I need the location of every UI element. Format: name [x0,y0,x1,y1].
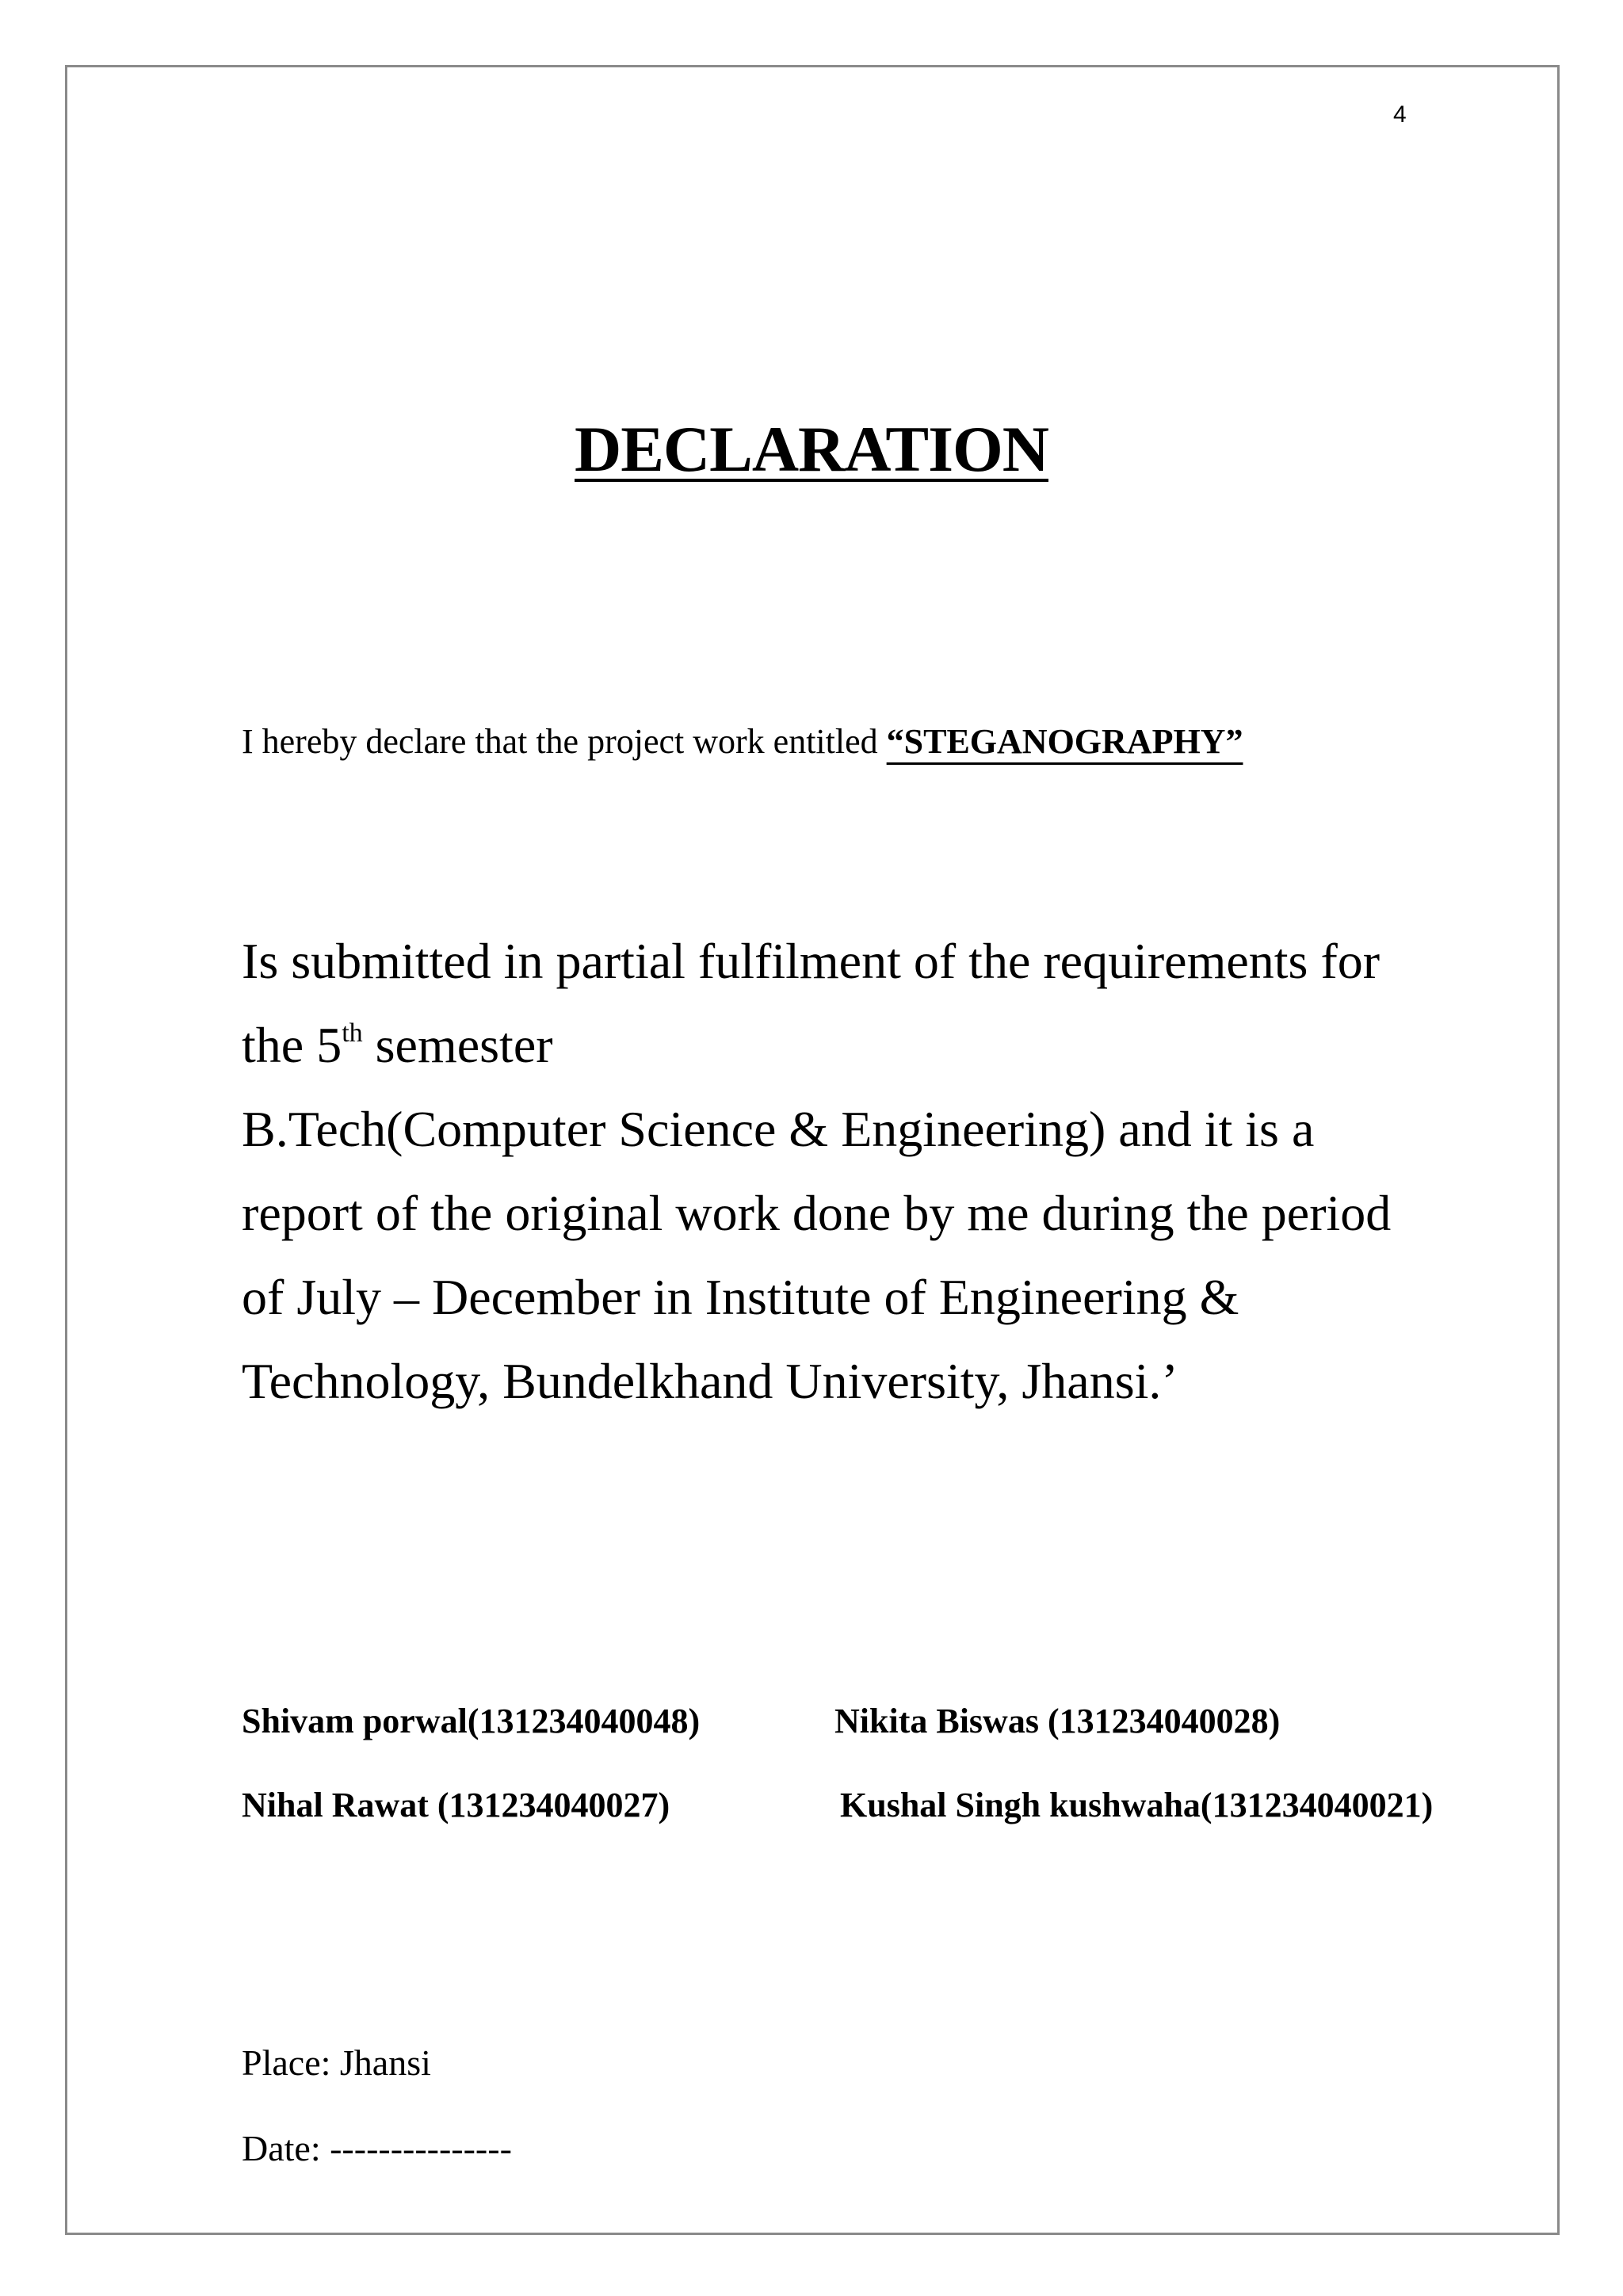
body-line-4: report of the original work done by me during the period [242,1185,1392,1241]
ordinal-superscript: th [342,1018,363,1048]
project-title: “STEGANOGRAPHY” [886,722,1243,761]
member-4: Kushal Singh kushwaha(131234040021) [840,1786,1434,1824]
place-line: Place: Jhansi [242,2042,431,2083]
date-line: Date: --------------- [242,2128,512,2168]
body-line-2-prefix: the 5 [242,1017,342,1073]
intro-text: I hereby declare that the project work entitled [242,722,887,761]
body-line-2 [242,1003,1526,1087]
body-line-1: Is submitted in partial fulfilment of the requirements for [242,933,1381,989]
member-1: Shivam porwal(131234040048) [242,1702,701,1740]
body-line-2-suffix: semester [362,1017,553,1073]
member-3: Nihal Rawat (131234040027) [242,1786,670,1824]
intro-statement [242,721,1243,762]
member-2: Nikita Biswas (131234040028) [834,1702,1281,1740]
body-line-3: B.Tech(Computer Science & Engineering) and it is a [242,1101,1315,1157]
body-line-5: of July – December in Institute of Engineering & [242,1269,1239,1325]
page-title [0,412,1623,487]
page-number: 4 [1393,101,1407,128]
body-line-6: Technology, Bundelkhand University, Jhansi.’ [242,1353,1178,1409]
declaration-body [242,919,1526,1423]
title-text: DECLARATION [575,413,1048,485]
